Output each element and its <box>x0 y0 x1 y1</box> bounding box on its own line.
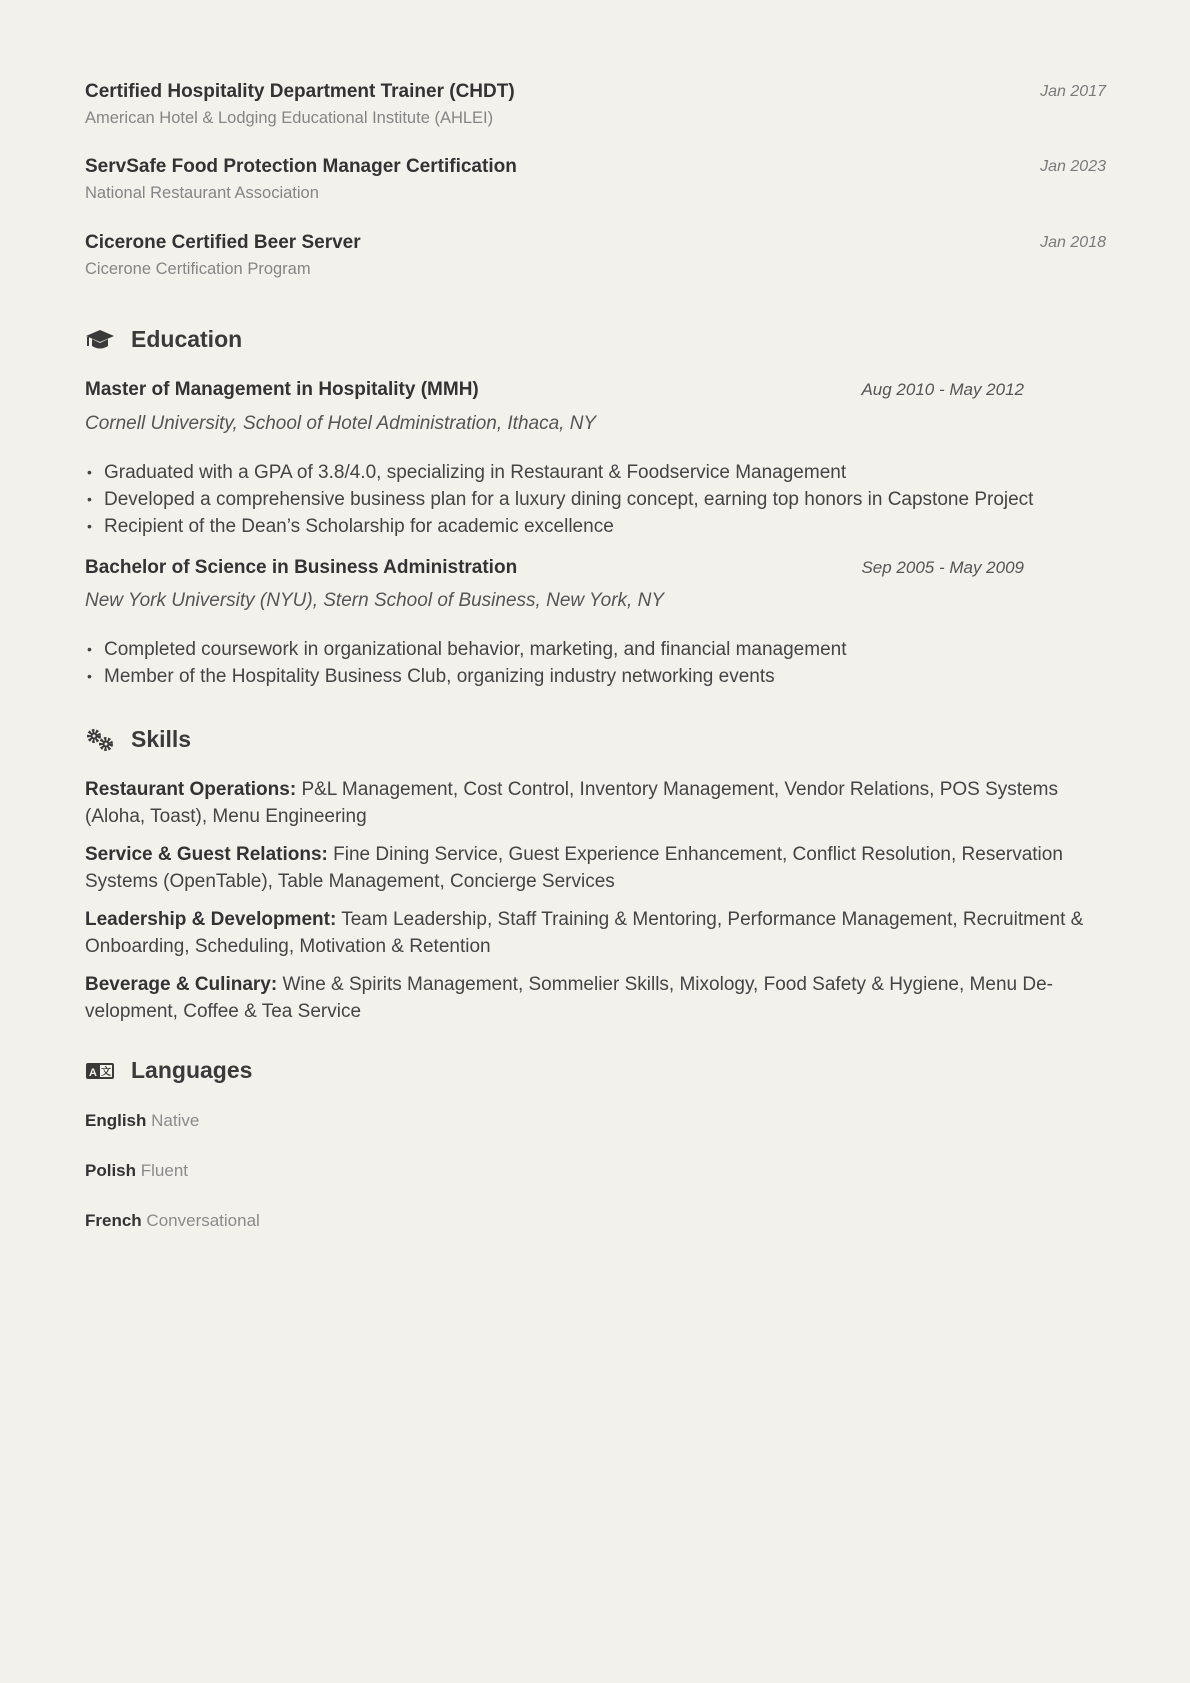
graduation-cap-icon <box>85 328 115 352</box>
bullet-item: • Developed a comprehensive business plan for a luxury dining concept, earning top honors in Capstone Project <box>85 486 1033 513</box>
degree-title <box>85 557 1024 579</box>
school-name: Cornell University, School of Hotel Administration, Ithaca, NY <box>85 413 597 434</box>
cert-date: Jan 2018 <box>1040 234 1106 251</box>
languages-heading <box>85 1057 252 1084</box>
cert-title: ServSafe Food Protection Manager Certification <box>85 156 517 177</box>
language-icon <box>85 1059 115 1083</box>
skill-label: Beverage & Culinary: <box>85 974 278 995</box>
skill-text: Team Leadership, Staff Training & Mentoring, Performance Management, Recruitment & Onboarding, Scheduling, Motivation & Retention <box>85 909 1084 957</box>
skill-group <box>85 971 1106 1025</box>
certification-item <box>85 81 1106 128</box>
language-name: English <box>85 1111 147 1130</box>
cert-date: Jan 2017 <box>1040 83 1106 100</box>
degree-name: Bachelor of Science in Business Administration <box>85 557 518 578</box>
language-name: Polish <box>85 1161 137 1180</box>
cert-issuer: American Hotel & Lodging Educational Institute (AHLEI) <box>85 109 494 127</box>
certification-item <box>85 232 1106 279</box>
bullet-item: • Recipient of the Dean’s Scholarship for academic excellence <box>85 513 1033 540</box>
skill-text: Fine Dining Service, Guest Experience Enhancement, Conflict Resolution, Reservation Systems (OpenTable), Table Management, Concierge Services <box>85 844 1063 892</box>
skill-text: Wine & Spirits Management, Sommelier Skills, Mixology, Food Safety & Hygiene, Menu Development, Coffee & Tea Service <box>85 974 1053 1022</box>
cert-title: Certified Hospitality Department Trainer (CHDT) <box>85 81 515 102</box>
education-bullets <box>85 636 846 690</box>
skills-heading <box>85 726 191 753</box>
degree-title <box>85 379 1024 401</box>
language-name: French <box>85 1211 142 1230</box>
language-level: Conversational <box>146 1211 260 1230</box>
language-level: Fluent <box>140 1161 188 1180</box>
skill-group <box>85 841 1106 895</box>
skill-label: Restaurant Operations: <box>85 779 297 800</box>
bullet-item: • Graduated with a GPA of 3.8/4.0, specializing in Restaurant & Foodservice Management <box>85 459 1033 486</box>
section-title: Languages <box>131 1057 253 1083</box>
school-name: New York University (NYU), Stern School of Business, New York, NY <box>85 590 665 611</box>
skill-text: P&L Management, Cost Control, Inventory Management, Vendor Relations, POS Systems (Aloha, Toast), Menu Engineering <box>85 779 1058 827</box>
svg-text:A: A <box>89 1066 97 1079</box>
degree-dates: Aug 2010 - May 2012 <box>861 380 1024 399</box>
bullet-item: • Completed coursework in organizational behavior, marketing, and financial management <box>85 636 846 663</box>
language-level: Native <box>151 1111 200 1130</box>
bullet-item: • Member of the Hospitality Business Club, organizing industry networking events <box>85 663 846 690</box>
language-item <box>85 1211 260 1231</box>
section-title: Education <box>131 326 243 352</box>
education-heading <box>85 326 242 353</box>
degree-dates: Sep 2005 - May 2009 <box>861 558 1024 577</box>
cert-issuer: National Restaurant Association <box>85 184 319 202</box>
language-item <box>85 1111 199 1131</box>
certification-item <box>85 156 1106 203</box>
cert-date: Jan 2023 <box>1040 158 1106 175</box>
gears-icon <box>85 728 115 752</box>
svg-text:文: 文 <box>101 1066 111 1078</box>
skill-group <box>85 776 1106 830</box>
degree-name: Master of Management in Hospitality (MMH) <box>85 379 479 400</box>
skill-label: Service & Guest Relations: <box>85 844 328 865</box>
skill-label: Leadership & Development: <box>85 909 337 930</box>
cert-title: Cicerone Certified Beer Server <box>85 232 361 253</box>
section-title: Skills <box>131 726 192 752</box>
education-bullets <box>85 459 1033 540</box>
language-item <box>85 1161 188 1181</box>
skill-group <box>85 906 1106 960</box>
cert-issuer: Cicerone Certification Program <box>85 260 311 278</box>
